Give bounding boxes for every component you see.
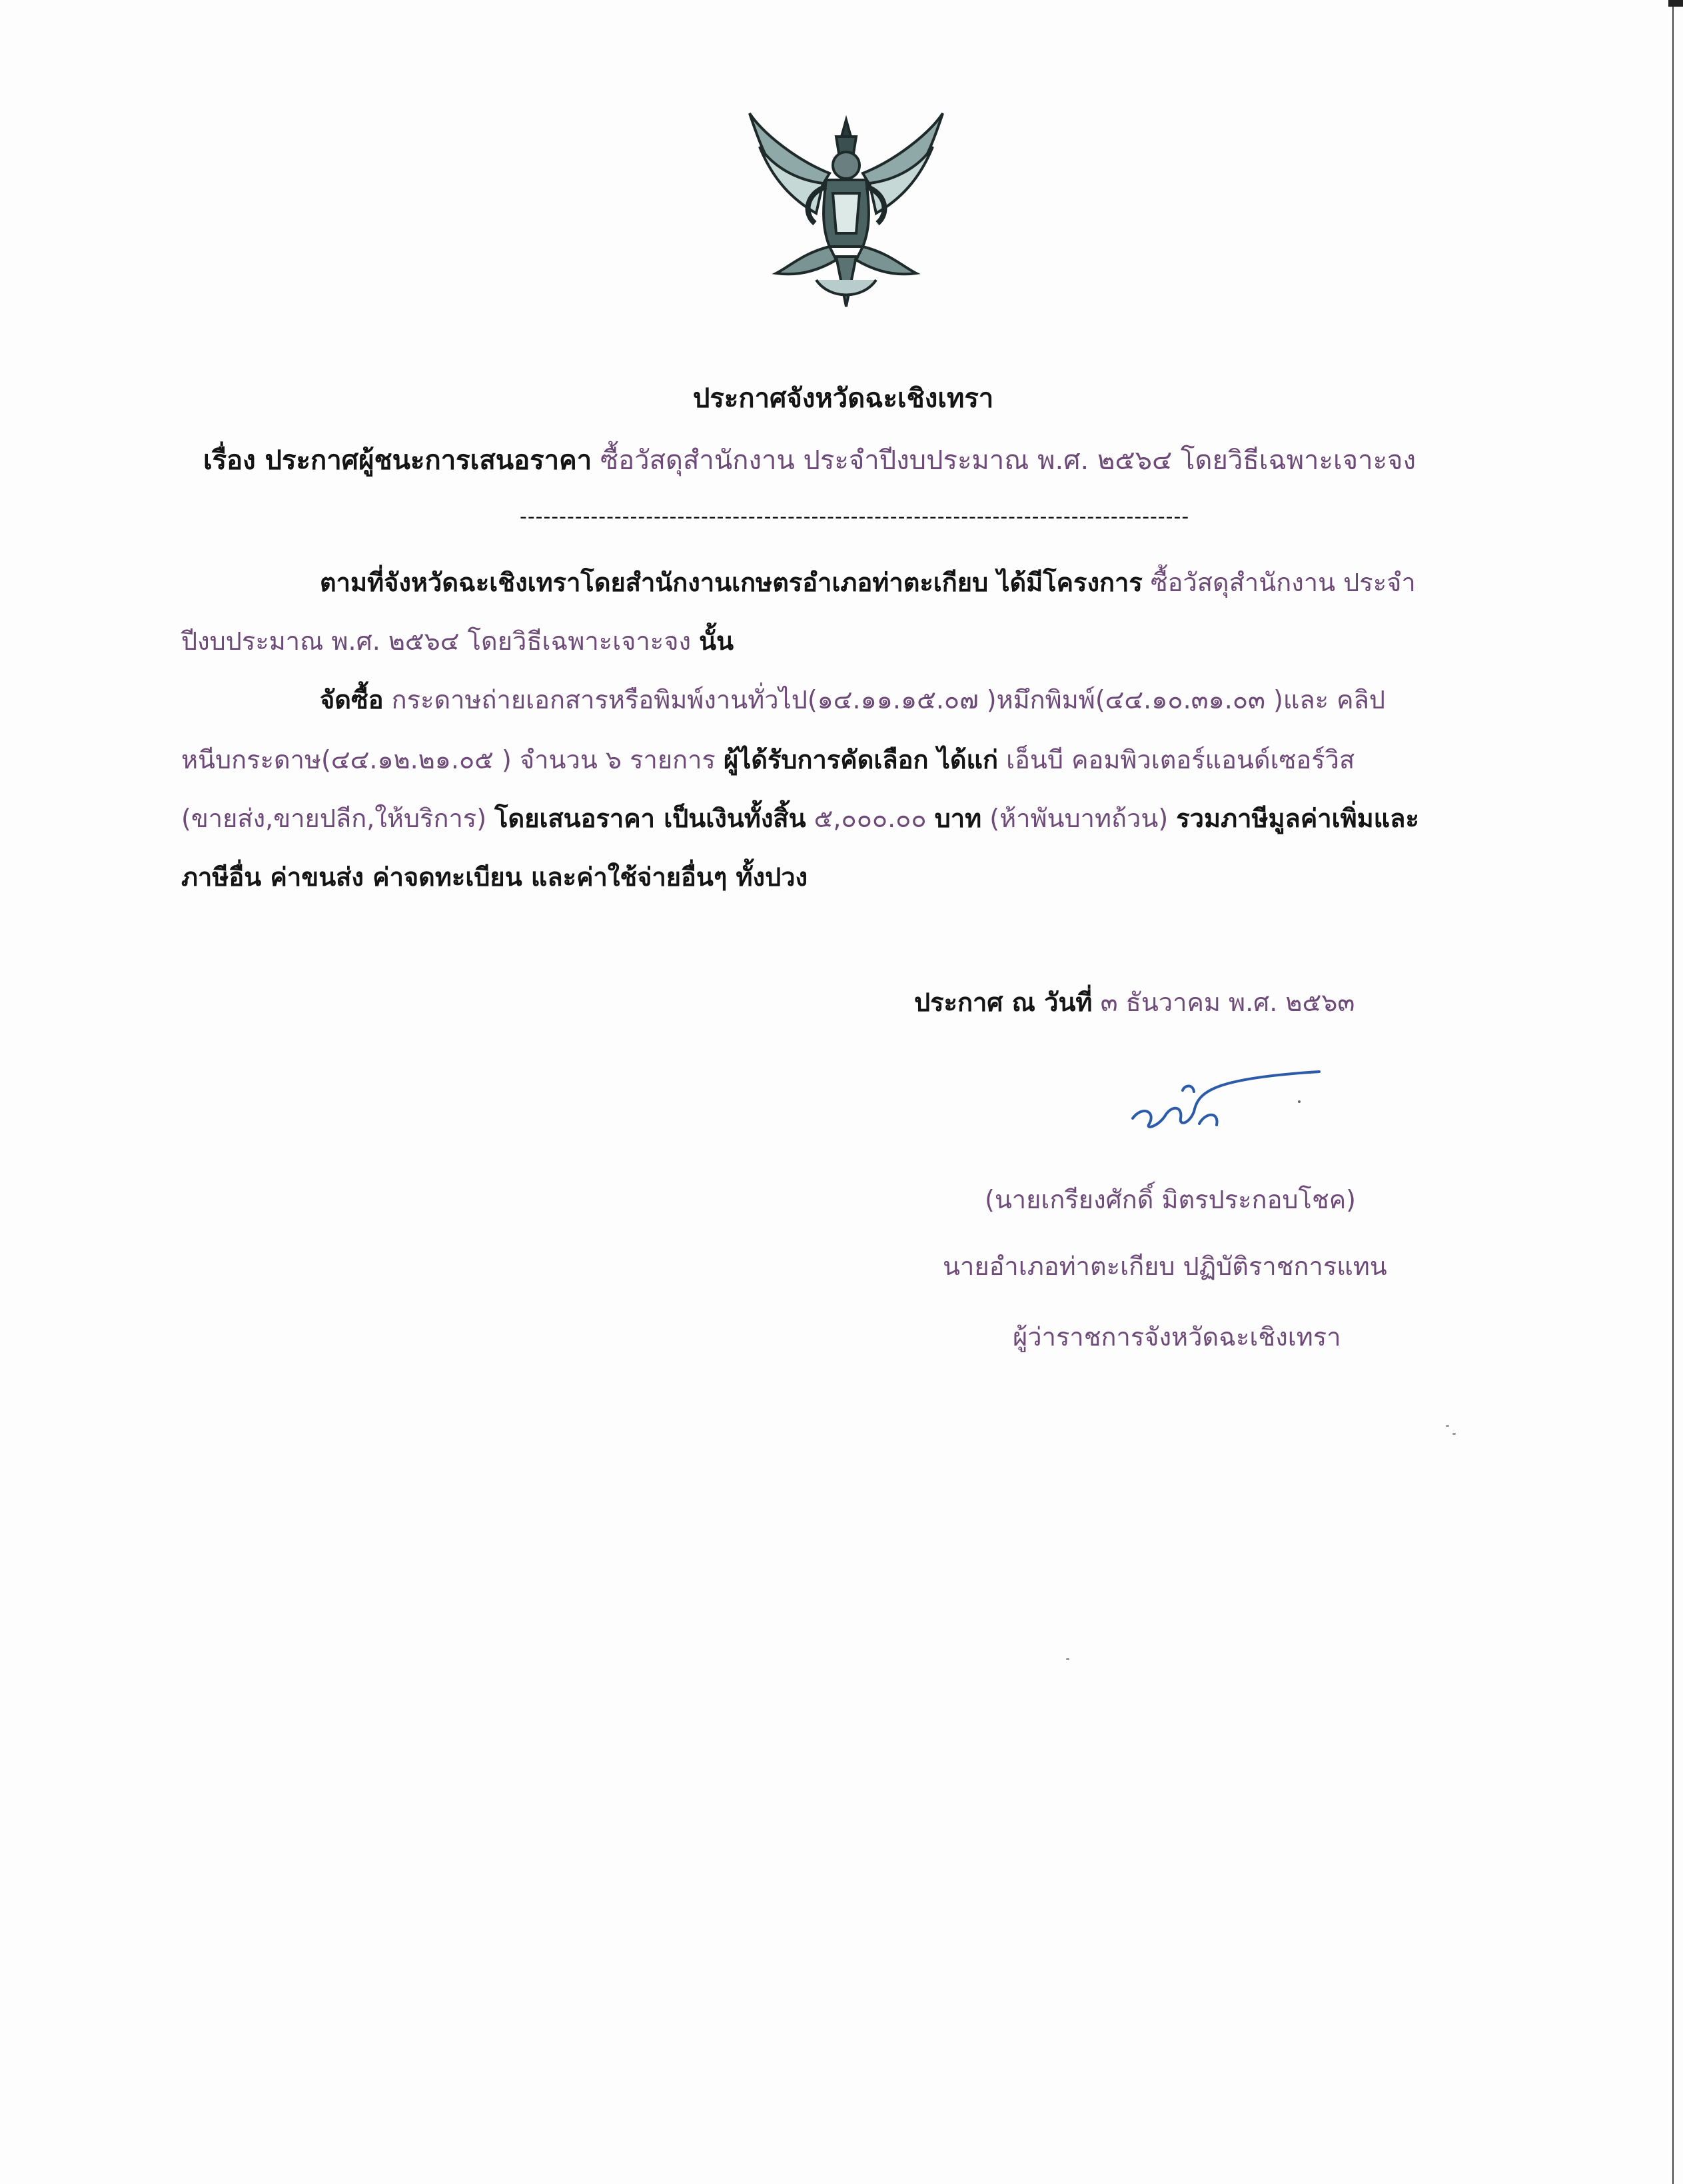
p2-amount: ๕,๐๐๐.๐๐ [814, 804, 927, 833]
date-label: ประกาศ ณ วันที่ [914, 988, 1093, 1017]
signer-position: นายอำเภอท่าตะเกียบ ปฏิบัติราชการแทน [943, 1252, 1387, 1281]
p1-project-cont: ปีงบประมาณ พ.ศ. ๒๕๖๔ โดยวิธีเฉพาะเจาะจง [181, 626, 692, 656]
p2-offer-label: โดยเสนอราคา เป็นเงินทั้งสิ้น [494, 804, 806, 833]
subject-label: เรื่อง ประกาศผู้ชนะการเสนอราคา [203, 445, 592, 476]
handwritten-signature [1119, 1065, 1333, 1138]
p2-winner-cont: (ขายส่ง,ขายปลีก,ให้บริการ) [181, 804, 487, 833]
date-value: ๓ ธันวาคม พ.ศ. ๒๕๖๓ [1100, 988, 1355, 1017]
garuda-emblem-icon [736, 107, 956, 320]
separator-rule: ------------------------------------------------------------------------------------- [520, 505, 1190, 529]
p2-winner: เอ็นบี คอมพิวเตอร์แอนด์เซอร์วิส [1006, 745, 1355, 774]
scan-corner [1668, 0, 1683, 7]
paragraph-2-line-1 [320, 681, 1385, 718]
paragraph-1-line-2 [181, 622, 734, 660]
paragraph-2-line-3 [181, 800, 1419, 837]
scan-speck [1446, 1425, 1449, 1427]
p2-tax: รวมภาษีมูลค่าเพิ่มและ [1176, 804, 1419, 833]
p2-items: กระดาษถ่ายเอกสารหรือพิมพ์งานทั่วไป(๑๔.๑๑.๑๕.๐๗ )หมึกพิมพ์(๔๔.๑๐.๓๑.๐๓ )และ คลิป [391, 685, 1385, 714]
scan-speck [1066, 1658, 1069, 1660]
paragraph-2-line-2 [181, 741, 1355, 778]
p2-label: จัดซื้อ [320, 685, 384, 714]
paragraph-1-line-1 [320, 564, 1416, 601]
scan-speck [1452, 1433, 1456, 1435]
p2-items-cont: หนีบกระดาษ(๔๔.๑๒.๒๑.๐๕ ) จำนวน ๖ รายการ [181, 745, 716, 774]
p1-project: ซื้อวัสดุสำนักงาน ประจำ [1150, 568, 1416, 597]
subject-detail: ซื้อวัสดุสำนักงาน ประจำปีงบประมาณ พ.ศ. ๒๕๖๔ โดยวิธีเฉพาะเจาะจง [600, 445, 1416, 476]
date-line [914, 984, 1355, 1021]
paragraph-2-line-4 [181, 858, 808, 896]
subject-line [203, 442, 1416, 479]
signer-name: (นายเกรียงศักดิ์ มิตรประกอบโชค) [985, 1185, 1356, 1214]
scan-edge [1672, 0, 1674, 2184]
document-title: ประกาศจังหวัดฉะเชิงเทรา [693, 383, 994, 414]
signer-office: ผู้ว่าราชการจังหวัดฉะเชิงเทรา [1013, 1322, 1341, 1352]
p2-currency: บาท [934, 804, 982, 833]
p1-intro: ตามที่จังหวัดฉะเชิงเทราโดยสำนักงานเกษตรอำเภอท่าตะเกียบ ได้มีโครงการ [320, 568, 1143, 597]
p1-end: นั้น [699, 626, 734, 656]
p2-amount-words: (ห้าพันบาทถ้วน) [989, 804, 1169, 833]
p2-tax-cont: ภาษีอื่น ค่าขนส่ง ค่าจดทะเบียน และค่าใช้จ่ายอื่นๆ ทั้งปวง [181, 862, 808, 892]
p2-winner-label: ผู้ได้รับการคัดเลือก ได้แก่ [723, 745, 998, 774]
